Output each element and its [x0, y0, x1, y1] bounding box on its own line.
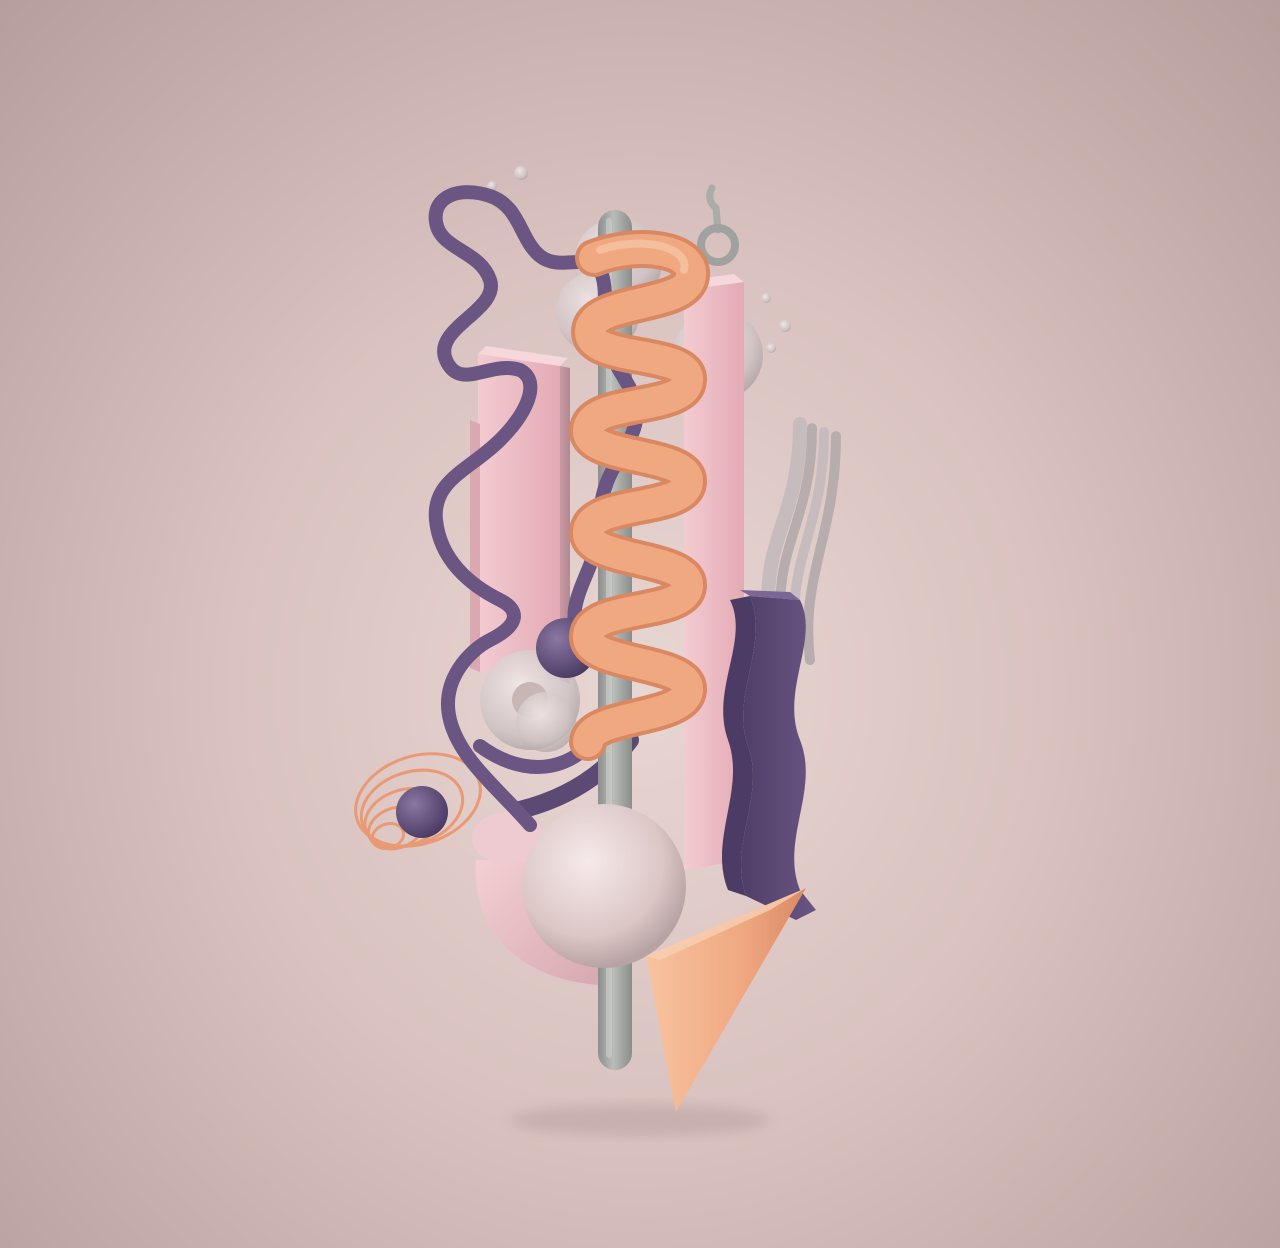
purple-wavy-slab — [722, 590, 816, 920]
floating-sphere — [766, 343, 776, 353]
floating-sphere — [779, 320, 791, 332]
purple-ball-spiral — [396, 786, 448, 838]
ring-hook — [701, 188, 735, 262]
floating-sphere — [514, 166, 528, 180]
floating-sphere — [761, 293, 771, 303]
ground-shadow — [510, 1104, 770, 1136]
blush-sphere — [522, 804, 686, 968]
